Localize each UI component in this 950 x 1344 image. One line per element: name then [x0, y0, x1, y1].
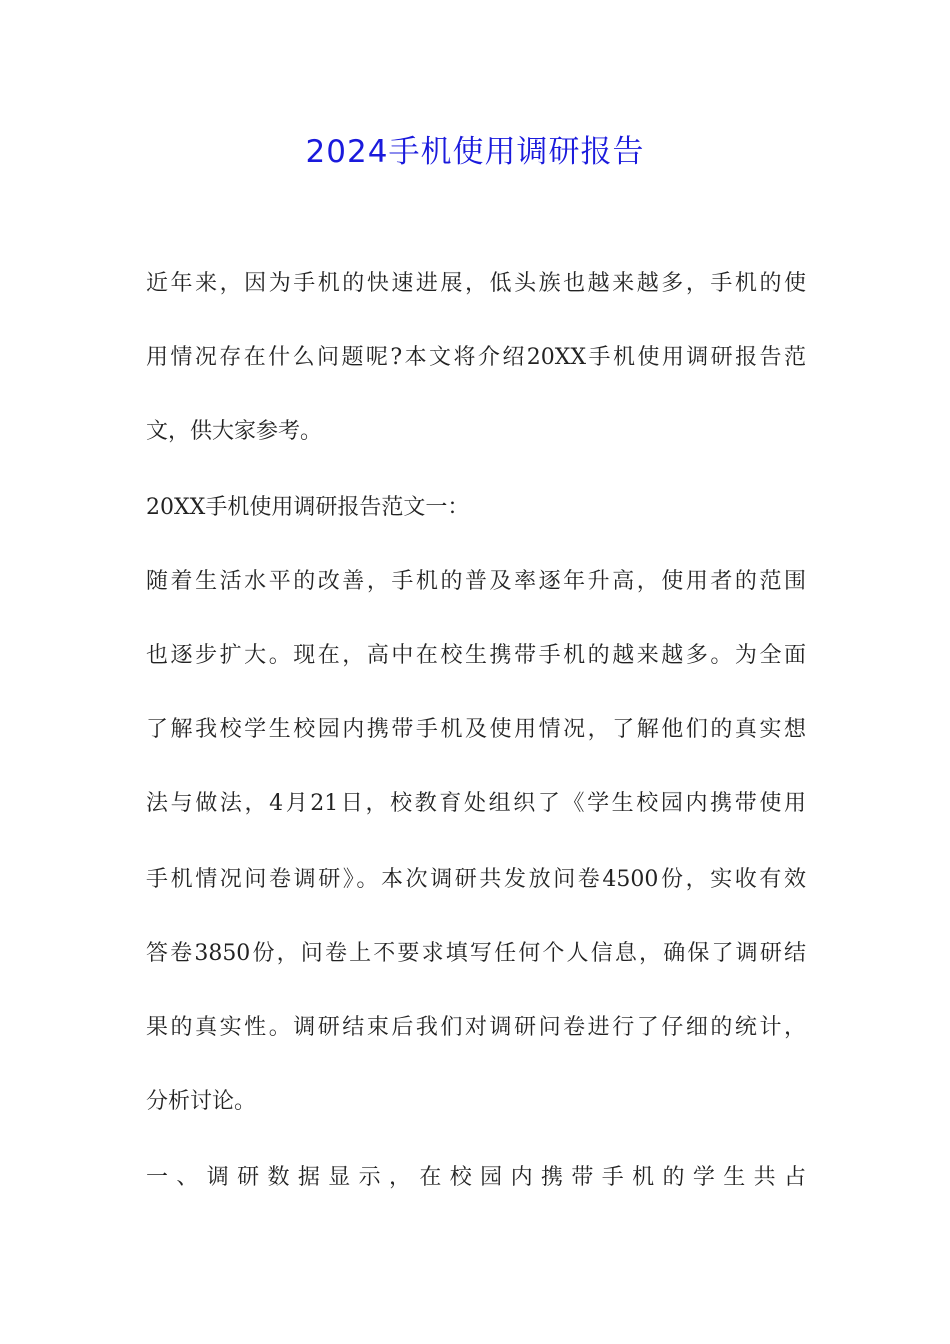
section-heading: 20XX手机使用调研报告范文一： [146, 495, 470, 520]
paragraph-line: 分析讨论。 [146, 1089, 257, 1114]
paragraph-line: 果的真实性。调研结束后我们对调研问卷进行了仔细的统计， [146, 1015, 806, 1040]
paragraph-line: 法与做法，4月21日，校教育处组织了《学生校园内携带使用 [146, 791, 806, 816]
paragraph-line: 用情况存在什么问题呢?本文将介绍20XX手机使用调研报告范 [146, 345, 806, 370]
paragraph-line: 一、调研数据显示，在校园内携带手机的学生共占 [146, 1165, 806, 1190]
document-title: 2024手机使用调研报告 [305, 134, 645, 170]
paragraph-line: 近年来，因为手机的快速进展，低头族也越来越多，手机的使 [146, 271, 806, 296]
paragraph-line: 也逐步扩大。现在，高中在校生携带手机的越来越多。为全面 [146, 643, 806, 668]
paragraph-line: 手机情况问卷调研》。本次调研共发放问卷4500份，实收有效 [146, 867, 806, 892]
paragraph-line: 文，供大家参考。 [146, 419, 323, 444]
paragraph-line: 答卷3850份，问卷上不要求填写任何个人信息，确保了调研结 [146, 941, 806, 966]
paragraph-line: 了解我校学生校园内携带手机及使用情况，了解他们的真实想 [146, 717, 806, 742]
paragraph-line: 随着生活水平的改善，手机的普及率逐年升高，使用者的范围 [146, 569, 806, 594]
